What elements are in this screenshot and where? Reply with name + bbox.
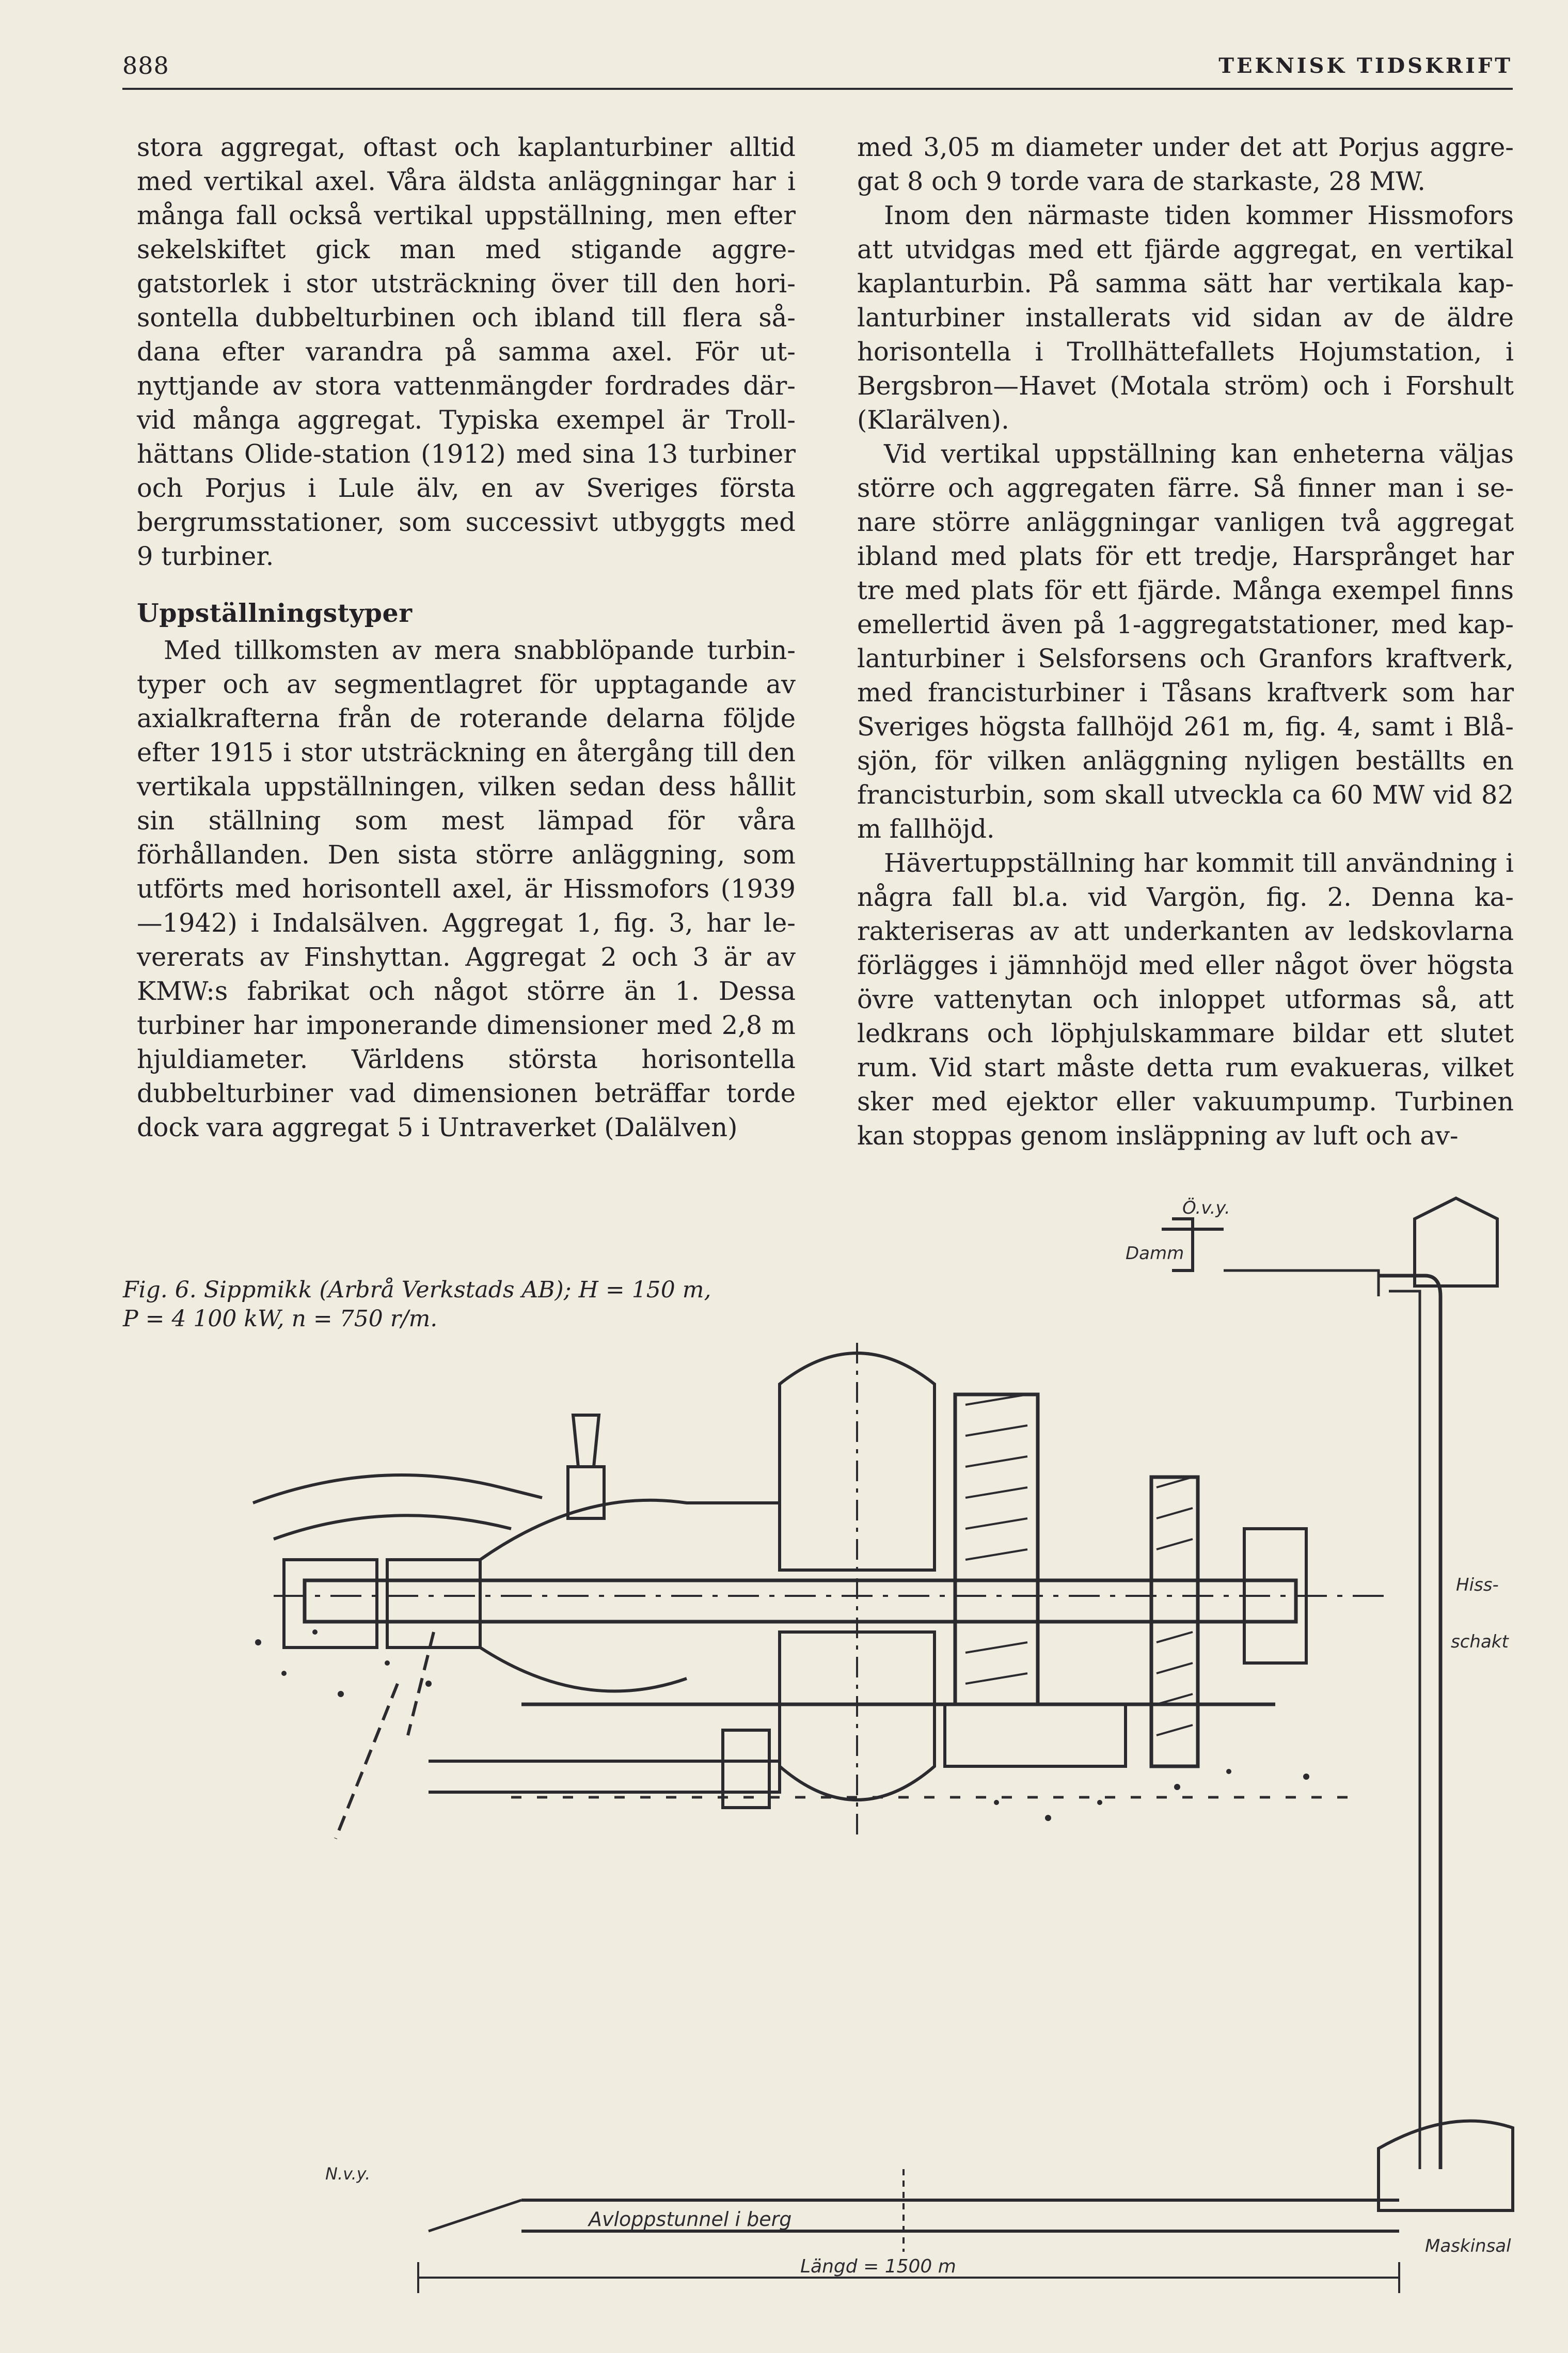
running-head: TEKNISK TIDSKRIFT: [1218, 54, 1513, 78]
right-paragraph-1: med 3,05 m diameter under det att Porjus aggregat 8 och 9 torde vara de starkaste, 28 MW.: [857, 132, 1514, 196]
left-column: [137, 130, 796, 1144]
label-length: Längd = 1500 m: [800, 2256, 956, 2277]
label-ovy: Ö.v.y.: [1182, 1198, 1230, 1218]
section-heading: Uppställningstyper: [137, 598, 413, 628]
label-tunnel: Avloppstunnel i berg: [589, 2208, 792, 2231]
figure-caption-line-1: Fig. 6. Sippmikk (Arbrå Verkstads AB); H = 150 m,: [123, 1277, 711, 1303]
label-nvy: N.v.y.: [325, 2164, 371, 2184]
turbine-drawing: [119, 1167, 1544, 2303]
label-schakt: schakt: [1451, 1632, 1509, 1652]
label-damm: Damm: [1126, 1243, 1184, 1264]
right-paragraph-3: Vid vertikal uppställning kan enheterna väljas större och aggregaten färre. Så finner man i senare större anläggningar vanligen två aggregat ibland med plats för ett tredje, Harsprånget har tre med plats för ett fjärde. Många exempel finns emellertid även på 1-aggregatstationer, med kaplanturbiner i Selsforsens och Granfors kraftverk, med francisturbiner i Tåsans kraftverk som har Sveriges högsta fallhöjd 261 m, fig. 4, samt i Blåsjön, för vilken anläggning nyligen beställts en francisturbin, som skall utveckla ca 60 MW vid 82 m fallhöjd.: [857, 439, 1514, 844]
label-maskinsal: Maskinsal: [1425, 2236, 1511, 2256]
left-paragraph-1: stora aggregat, oftast och kaplanturbiner alltid med vertikal axel. Våra äldsta anläggningar har i många fall också vertikal uppställning, men efter sekelskiftet gick man med stigande aggregatstorlek i stor utsträckning över till den horisontella dubbelturbinen och ibland till flera sådana efter varandra på samma axel. För utnyttjande av stora vattenmängder fordrades därvid många aggregat. Typiska exempel är Trollhättans Olide-station (1912) med sina 13 turbiner och Porjus i Lule älv, en av Sveriges första bergrumsstationer, som successivt utbyggts med 9 turbiner.: [137, 132, 796, 571]
left-paragraph-2: Med tillkomsten av mera snabblöpande turbintyper och av segmentlagret för upptagande av axialkrafterna från de roterande delarna följde efter 1915 i stor utsträckning en återgång till den vertikala uppställningen, vilken sedan dess hållit sin ställning som mest lämpad för våra förhållanden. Den sista större anläggning, som utförts med horisontell axel, är Hissmofors (1939 —1942) i Indalsälven. Aggregat 1, fig. 3, har levererats av Finshyttan. Aggregat 2 och 3 är av KMW:s fabrikat och något större än 1. Dessa turbiner har imponerande dimensioner med 2,8 m hjuldiameter. Världens största horisontella dubbelturbiner vad dimensionen beträffar torde dock vara aggregat 5 i Untraverket (Dalälven): [137, 635, 796, 1142]
header-rule: [122, 88, 1513, 90]
right-paragraph-2: Inom den närmaste tiden kommer Hissmofors att utvidgas med ett fjärde aggregat, en vertikal kaplanturbin. På samma sätt har vertikala kaplanturbiner installerats vid sidan av de äldre horisontella i Trollhättefallets Hojumstation, i Bergsbron—Havet (Motala ström) och i Forshult (Klarälven).: [857, 200, 1514, 435]
right-paragraph-4: Hävertuppställning har kommit till användning i några fall bl.a. vid Vargön, fig. 2. Denna karakteriseras av att underkanten av ledskovlarna förlägges i jämnhöjd med eller något över högsta övre vattenytan och inloppet utformas så, att ledkrans och löphjulskammare bildar ett slutet rum. Vid start måste detta rum evakueras, vilket sker med ejektor eller vakuumpump. Turbinen kan stoppas genom insläppning av luft och av-: [857, 848, 1514, 1151]
label-hiss: Hiss-: [1456, 1575, 1499, 1595]
page-number: 888: [122, 52, 169, 80]
right-column: [857, 130, 1514, 1153]
figure-caption-line-2: P = 4 100 kW, n = 750 r/m.: [123, 1306, 438, 1332]
